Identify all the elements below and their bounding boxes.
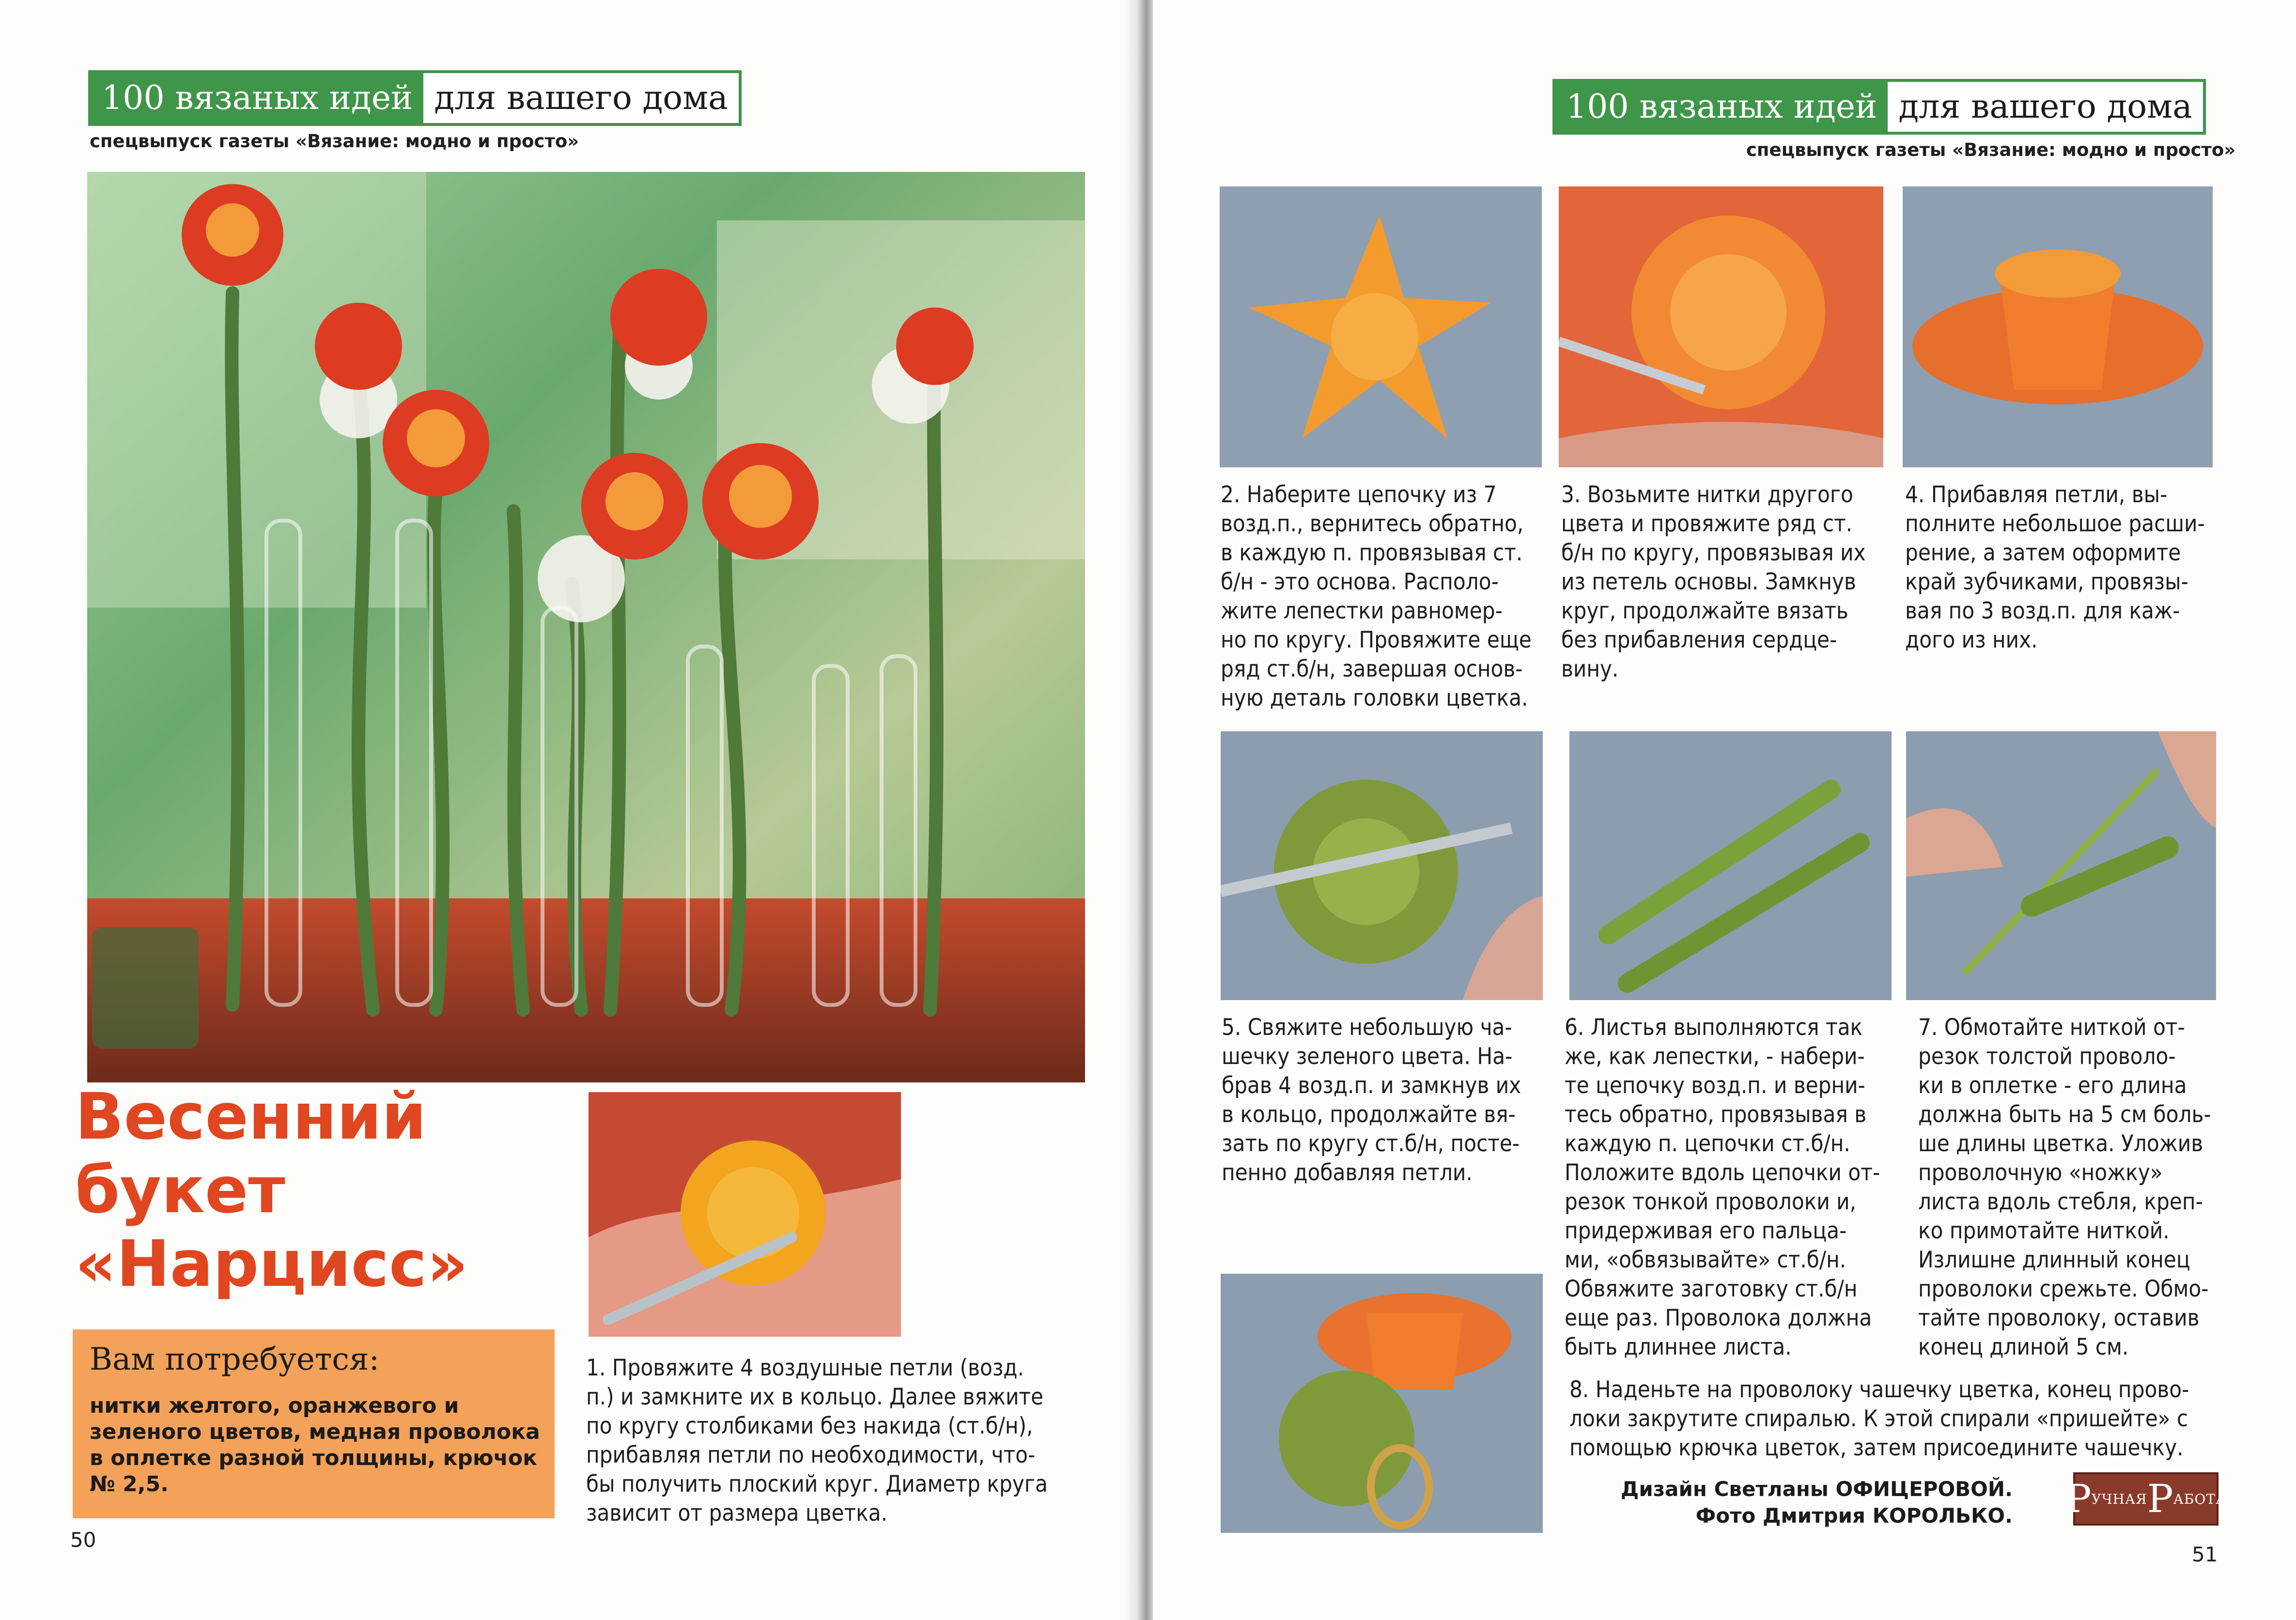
header-subtitle: спецвыпуск газеты «Вязание: модно и просто» [90,131,579,152]
bouquet-photo [87,172,1085,1082]
step-7-caption: 7. Обмотайте ниткой от- резок толстой проволо- ки в оплетке - его длина должна быть на 5 см боль- ше длины цветка. Уложив проволочную «ножку» листа вдоль стебля, креп- ко примотайте ниткой. Излишне длинный конец проволоки срежьте. Обмо- тайте проволоку, оставив конец длиной 5 см. [1918,1014,2211,1360]
step-5-caption: 5. Свяжите небольшую ча- шечку зеленого цвета. На- брав 4 возд.п. и замкнув их в кольцо, продолжайте вя- зать по кругу ст.б/н, посте- пенно добавляя петли. [1222,1014,1521,1186]
header-title-green: 100 вязаных идей [1555,82,1888,132]
step-6-photo [1569,731,1892,1000]
page-number-right: 51 [2192,1543,2218,1566]
step-4-caption: 4. Прибавляя петли, вы- полните небольшое расши- рение, а затем оформите край зубчиками, провязы- вая по 3 возд.п. для каж- дого из них. [1905,481,2205,653]
article-title: Весенний букет «Нарцисс» [75,1080,468,1301]
logo-initial-2: Р [2147,1476,2173,1521]
right-header [1552,79,2206,135]
requirements-panel [73,1329,555,1518]
page-number-left: 50 [70,1528,96,1552]
step-6-caption: 6. Листья выполняются так же, как лепестки, - набери- те цепочку возд.п. и верни- тесь обратно, провязывая в каждую п. цепочки ст.б/н. Положите вдоль цепочки от- резок тонкой проволоки и, придерживая его пальца- ми, «обвязывайте» ст.б/н. Обвяжите заготовку ст.б/н еще раз. Проволока должна быть длиннее листа. [1565,1014,1880,1360]
requirements-heading: Вам потребуется: [90,1342,379,1377]
step-3-caption: 3. Возьмите нитки другого цвета и провяжите ряд ст. б/н по кругу, провязывая их из петель основы. Замкнув круг, продолжайте вязать без прибавления сердце- вину. [1561,481,1866,682]
step-1-photo [589,1092,901,1337]
step-2-caption: 2. Наберите цепочку из 7 возд.п., вернитесь обратно, в каждую п. провязывая ст. б/н - это основа. Располо- жите лепестки равномер- но по кругу. Провяжите еще ряд ст.б/н, завершая основ- ную деталь головки цветка. [1221,481,1532,711]
header-subtitle: спецвыпуск газеты «Вязание: модно и просто» [1746,139,2236,160]
step-1-caption: 1. Провяжите 4 воздушные петли (возд. п.) и замкните их в кольцо. Далее вяжите по кругу столбиками без накида (ст.б/н), прибавляя петли по необходимости, что- бы получить плоский круг. Диаметр круга зависит от размера цветка. [586,1355,1048,1527]
left-header [88,70,742,126]
header-title-white: для вашего дома [423,73,738,123]
header-title-green: 100 вязаных идей [91,73,423,123]
step-2-photo [1220,186,1542,467]
design-credit: Дизайн Светланы ОФИЦЕРОВОЙ. [1620,1477,2013,1501]
step-3-photo [1559,186,1883,467]
step-8-photo [1221,1274,1543,1533]
requirements-body: нитки желтого, оранжевого и зеленого цветов, медная проволока в оплетке разной толщины, крючок № 2,5. [90,1393,540,1497]
right-page [1153,0,2296,1620]
step-4-photo [1903,186,2213,467]
logo-word-2: АБОТА [2173,1491,2227,1507]
photo-credit: Фото Дмитрия КОРОЛЬКО. [1695,1504,2013,1527]
step-8-caption: 8. Наденьте на проволоку чашечку цветка, конец прово- локи закрутите спиралью. К этой спирали «пришейте» с помощью крючка цветок, затем присоедините чашечку. [1569,1376,2189,1461]
header-title-white: для вашего дома [1888,82,2203,132]
step-7-photo [1906,731,2216,1000]
logo-initial-1: Р [2065,1476,2092,1521]
logo-word-1: УЧНАЯ [2091,1491,2147,1507]
step-5-photo [1221,731,1543,1000]
publisher-logo [2065,1472,2227,1526]
left-page [0,0,1138,1620]
